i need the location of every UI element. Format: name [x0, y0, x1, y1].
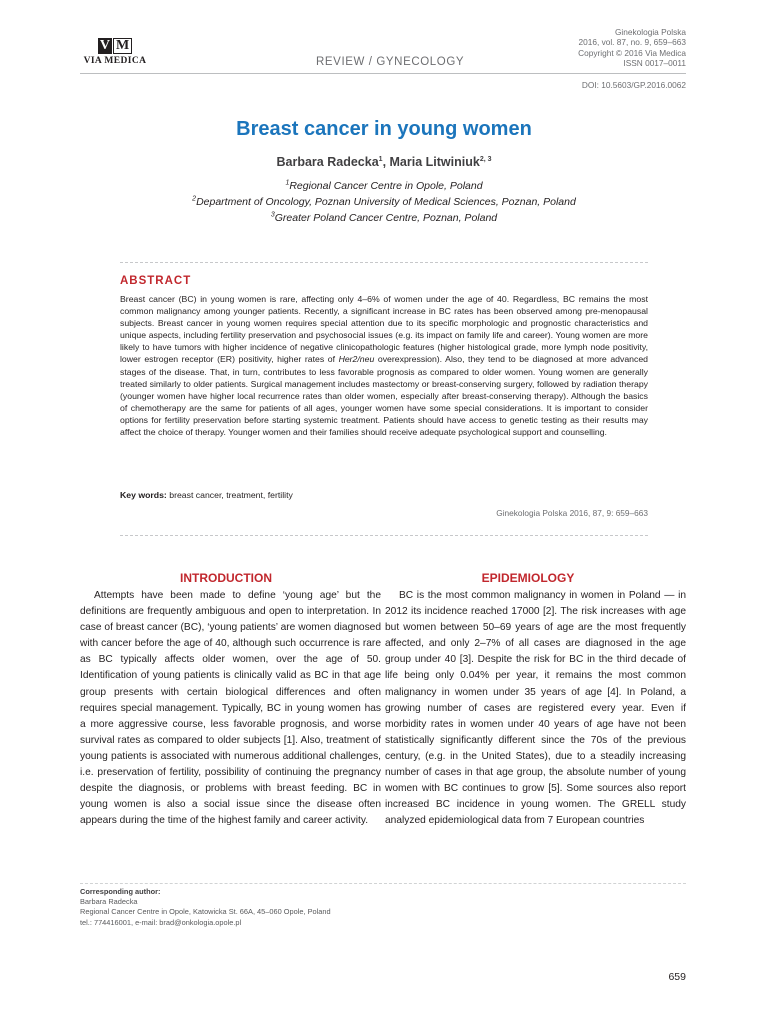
epidemiology-heading: EPIDEMIOLOGY — [481, 571, 575, 585]
keywords-label: Key words: — [120, 490, 167, 500]
abstract-heading: ABSTRACT — [120, 275, 192, 287]
affil-text: Regional Cancer Centre in Opole, Poland — [289, 180, 483, 192]
affil-text: Department of Oncology, Poznan University of Medical Sciences, Poznan, Poland — [196, 196, 576, 208]
footer-divider — [80, 883, 686, 884]
affiliation-3 — [0, 212, 768, 224]
abstract-top-divider — [120, 262, 648, 263]
introduction-heading: INTRODUCTION — [180, 571, 272, 585]
affil-text: Greater Poland Cancer Centre, Poznan, Poland — [274, 212, 498, 224]
journal-info — [578, 27, 686, 69]
author-name: Barbara Radecka — [276, 155, 379, 169]
page-number: 659 — [668, 971, 686, 983]
doi-link[interactable]: DOI: 10.5603/GP.2016.0062 — [581, 80, 686, 90]
affiliation-2 — [0, 196, 768, 208]
abstract-bottom-divider — [120, 535, 648, 536]
journal-name: Ginekologia Polska — [614, 27, 686, 37]
corresponding-author — [80, 887, 331, 928]
introduction-text: Attempts have been made to define ‘young age’ but the definitions are frequently ambiguous and open to interpretation. In case of breast cancer (BC), ‘young patients’ are women diagnosed with cancer before the age of 40, although such occurrence is rare as BC typically affects older women, over the age of 50. Identification of young patients is clinically valid as BC in that age group presents with certain biological differences and often requires special management. Typically, BC in young women has a more aggressive course, less favorable prognosis, and worse survival rates as compared to older subjects [1]. Also, treatment of young patients is associated with numerous additional challenges, i.e. preservation of fertility, possibility of continuing the pregnancy despite the diagnosis, or problems with breast feeding. BC in young women is also a social issue since the disease often appears during the time of the highest family and career activity. — [80, 590, 381, 827]
affil-mark: 2 — [192, 195, 197, 203]
corresponding-author-contact[interactable]: tel.: 774416001, e-mail: brad@onkologia.opole.pl — [80, 917, 242, 927]
abstract-italic-term: Her2/neu — [338, 354, 375, 365]
publisher-logo — [80, 38, 150, 66]
article-title: Breast cancer in young women — [236, 118, 532, 140]
affil-mark: 1 — [285, 179, 290, 187]
author-name: Maria Litwiniuk — [389, 155, 480, 169]
corresponding-author-address: Regional Cancer Centre in Opole, Katowicka St. 66A, 45–060 Opole, Poland — [80, 907, 331, 917]
corresponding-author-name: Barbara Radecka — [80, 897, 138, 907]
logo-letter-v: V — [99, 38, 110, 53]
via-medica-logo-mark — [80, 38, 150, 54]
author-list — [0, 155, 768, 169]
author-affil-mark: 1 — [378, 155, 383, 163]
author-affil-mark: 2, 3 — [479, 155, 492, 163]
abstract-body-part-1: Breast cancer (BC) in young women is rare, affecting only 4–6% of women under the age of 40. Regardless, BC remains the most common malignancy among younger patients. Recently, a significant increase in BC rates has been observed among pre-menopausal subjects. Breast cancer in young women requires special attention due to its specific morphologic and prognostic characteristics and unique aspects, including fertility preservation and psychosocial issues (e.g. its impact on family life and career). Young women are more likely to have tumors with higher incidence of negative clinicopathologic features (higher histological grade, more lymph node positivity, lower estrogen receptor (ER) positivity, higher rates of — [120, 294, 648, 365]
section-label: REVIEW / GYNECOLOGY — [316, 56, 465, 68]
keywords-list: breast cancer, treatment, fertility — [166, 490, 293, 500]
keywords — [120, 490, 293, 500]
abstract-text — [120, 293, 648, 438]
abstract-body-part-2: overexpression). Also, they tend to be diagnosed at more advanced stages of the disease. That, in turn, contributes to less favorable prognosis as compared to older women. Young women are generally treated similarly to older patients. Surgical management includes mastectomy or breast-conserving surgery, followed by radiation therapy (younger women have higher local recurrence rates than older women, especially after breast-conserving therapy). Although the basics of chemotherapy are the same for patients of all ages, younger women have some special considerations. It is important to consider options for fertility preservation before starting systemic treatment. Patients should have access to genetic testing as their results may affect the choice of therapy. Younger women and their families should receive adequate psychological support and counselling. — [120, 354, 648, 438]
journal-volume: 2016, vol. 87, no. 9, 659–663 — [578, 37, 686, 48]
journal-copyright: Copyright © 2016 Via Medica — [578, 47, 686, 58]
corresponding-author-heading: Corresponding author: — [80, 887, 161, 896]
citation-line: Ginekologia Polska 2016, 87, 9: 659–663 — [496, 508, 648, 518]
header-divider — [80, 73, 686, 74]
epidemiology-text: BC is the most common malignancy in women in Poland — in 2012 its incidence reached 17000 [2]. The risk increases with age but women between 50–69 years of age are the most frequently affected, and only 2–7% of all cases are diagnosed in the age group under 40 [3]. Despite the risk for BC in the third decade of life being only 0.04% per year, it remains the most common malignancy in women under 35 years of age [4]. In Poland, a growing number of cases are registered every year. Even if morbidity rates in women under 40 years of age have not been statistically significantly different since the 70s of the previous century, (e.g. in the United States), due to a steadily increasing number of cases in that age group, the absolute number of young women with BC continues to grow [5]. Some sources also report increased BC incidence in young women. The GRELL study analyzed epidemiological data from 7 European countries — [385, 590, 686, 827]
author-separator: , — [382, 155, 390, 169]
logo-letter-m: M — [113, 38, 132, 54]
journal-issn: ISSN 0017–0011 — [623, 58, 686, 69]
affil-mark: 3 — [270, 211, 275, 219]
affiliation-1 — [0, 180, 768, 192]
logo-text: VIA MEDICA — [83, 56, 147, 66]
